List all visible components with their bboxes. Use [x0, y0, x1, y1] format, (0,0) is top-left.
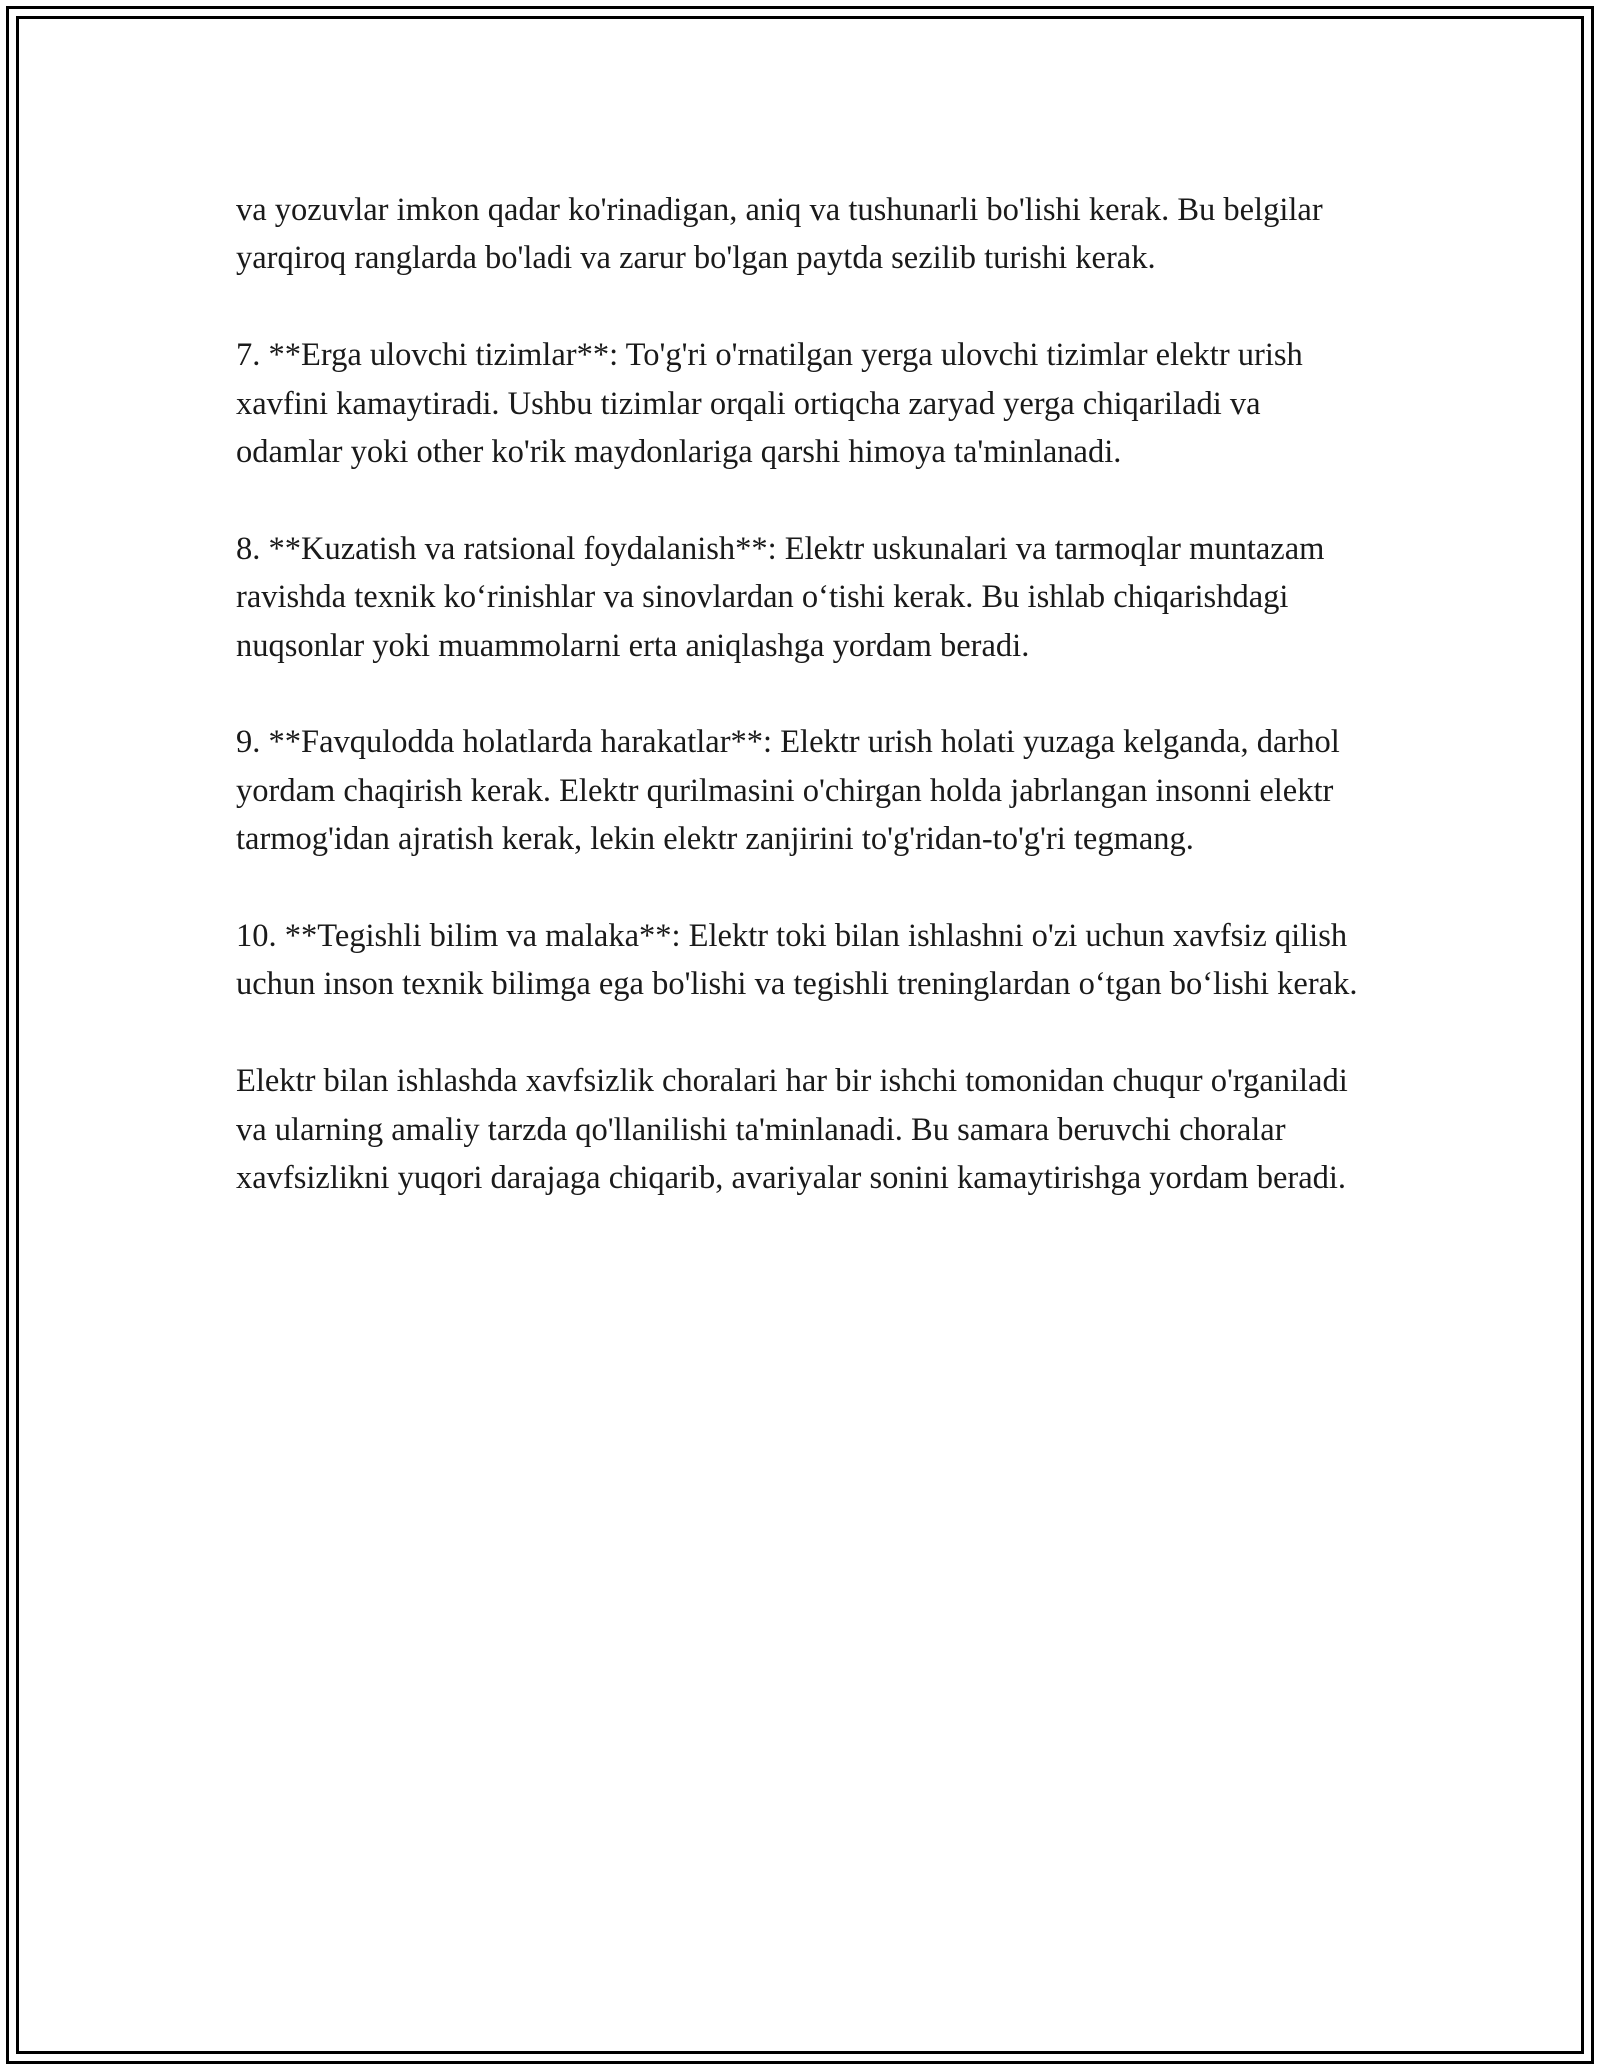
paragraph-emergency-actions: 9. **Favqulodda holatlarda harakatlar**: Elektr urish holati yuzaga kelganda, darhol yordam chaqirish kerak. Elektr qurilmasini o'chirgan holda jabrlangan insonni elektr tarmog'idan ajratish kerak, lekin elektr zanjirini to'g'ridan-to'g'ri tegmang. — [236, 724, 1340, 858]
paragraph-signs-continuation: va yozuvlar imkon qadar ko'rinadigan, aniq va tushunarli bo'lishi kerak. Bu belgilar yarqiroq ranglarda bo'ladi va zarur bo'lgan paytda sezilib turishi kerak. — [236, 192, 1323, 277]
document-body — [236, 186, 1366, 1202]
paragraph-monitoring-usage: 8. **Kuzatish va ratsional foydalanish**: Elektr uskunalari va tarmoqlar muntazam ravishda texnik ko‘rinishlar va sinovlardan o‘tishi kerak. Bu ishlab chiqarishdagi nuqsonlar yoki muammolarni erta aniqlashga yordam beradi. — [236, 530, 1325, 664]
paragraph-conclusion: Elektr bilan ishlashda xavfsizlik choralari har bir ishchi tomonidan chuqur o'rganiladi va ularning amaliy tarzda qo'llanilishi ta'minlanadi. Bu samara beruvchi choralar xavfsizlikni yuqori darajaga chiqarib, avariyalar sonini kamaytirishga yordam beradi. — [236, 1063, 1348, 1197]
paragraph-grounding-systems: 7. **Erga ulovchi tizimlar**: To'g'ri o'rnatilgan yerga ulovchi tizimlar elektr urish xavfini kamaytiradi. Ushbu tizimlar orqali ortiqcha zaryad yerga chiqariladi va odamlar yoki other ko'rik maydonlariga qarshi himoya ta'minlanadi. — [236, 337, 1303, 471]
paragraph-knowledge-skills: 10. **Tegishli bilim va malaka**: Elektr toki bilan ishlashni o'zi uchun xavfsiz qilish uchun inson texnik bilimga ega bo'lishi va tegishli treninglardan o‘tgan bo‘lishi kerak. — [236, 918, 1358, 1003]
